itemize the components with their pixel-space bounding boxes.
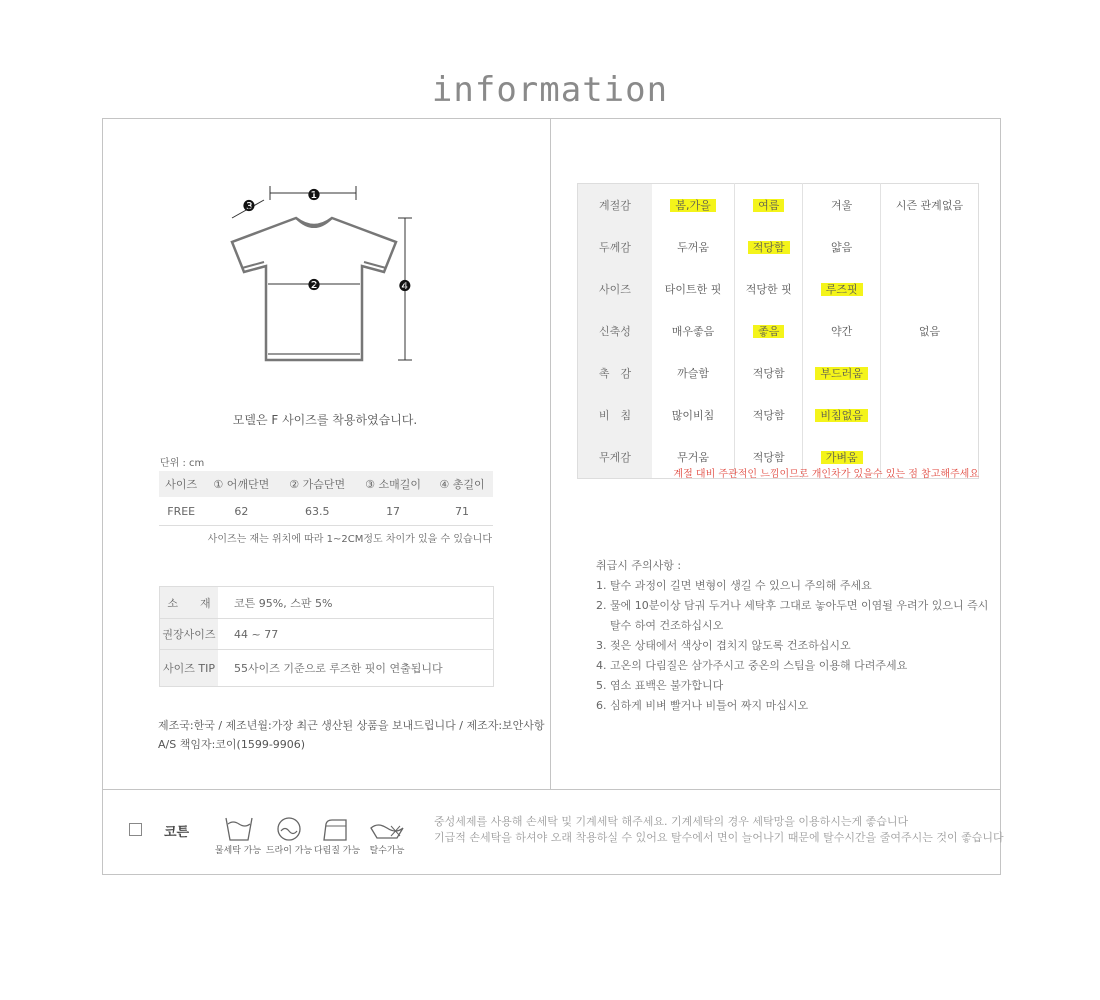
feel-value-highlighted: 가벼움 [821,451,863,464]
feel-value-highlighted: 루즈핏 [821,283,863,296]
table-row [578,310,979,352]
care-item: 4. 고온의 다림질은 삼가주시고 중온의 스팀을 이용해 다려주세요 [596,659,908,672]
feel-key: 신축성 [578,310,653,352]
feel-value: 적당한 핏 [745,283,792,296]
feel-cell [803,310,880,352]
spec-key: 권장사이즈 [160,619,219,650]
table-row [578,226,979,268]
spec-value: 44 ~ 77 [218,619,494,650]
feel-cell [735,352,803,394]
feel-cell [652,394,735,436]
size-cell: 71 [431,497,493,526]
table-row [160,587,494,619]
feel-cell [652,268,735,310]
feel-cell [652,310,735,352]
size-table [159,471,493,526]
as-contact-line: A/S 책임자:코이(1599-9906) [158,738,306,751]
feel-value: 없음 [918,325,941,338]
feel-cell [880,268,978,310]
marker-2: ❷ [307,276,321,294]
size-header: ④ 총길이 [431,471,493,497]
tshirt-size-diagram [228,180,418,370]
manufacturer-info [158,716,545,754]
feel-key: 촉 감 [578,352,653,394]
iron-icon [314,820,361,856]
feel-cell [880,184,978,227]
fabric-feel-table [577,183,979,479]
svg-text:탈수가능: 탈수가능 [369,846,405,856]
feel-value-highlighted: 부드러움 [815,367,868,380]
feel-cell [803,226,880,268]
marker-3: ❸ [242,197,256,215]
feel-cell [652,226,735,268]
feel-cell [880,352,978,394]
washing-note [434,814,1004,846]
care-instructions [596,556,988,716]
feel-value-highlighted: 좋음 [753,325,784,338]
feel-key: 두께감 [578,226,653,268]
material-checkbox[interactable] [129,823,142,836]
feel-cell [880,226,978,268]
feel-value: 적당함 [752,409,785,422]
feel-cell [735,310,803,352]
feel-key: 무게감 [578,436,653,479]
svg-text:물세탁 가능: 물세탁 가능 [214,846,262,856]
size-header: ③ 소매길이 [355,471,431,497]
feel-cell [803,394,880,436]
feel-cell [803,268,880,310]
size-header: 사이즈 [159,471,203,497]
spec-key: 사이즈 TIP [160,650,219,687]
feel-cell [803,352,880,394]
feel-cell [652,352,735,394]
feel-cell [803,184,880,227]
feel-value: 매우좋음 [671,325,715,338]
dry-clean-icon [266,818,313,856]
svg-text:다림질 가능: 다림질 가능 [313,846,361,856]
material-label: 코튼 [164,825,190,840]
wash-icons [214,814,414,858]
panel-divider [550,118,551,789]
size-table-header [159,471,493,497]
feel-value: 적당함 [752,367,785,380]
feel-value: 많이비침 [671,409,715,422]
feel-key: 계절감 [578,184,653,227]
model-size-note: 모델은 F 사이즈를 착용하였습니다. [232,413,418,427]
care-item: 2. 물에 10분이상 담궈 두거나 세탁후 그대로 놓아두면 이염될 우려가 있으니 즉시 [596,599,989,612]
feel-value: 겨울 [831,199,853,212]
feel-value-highlighted: 비침없음 [815,409,868,422]
svg-text:드라이 가능: 드라이 가능 [265,846,313,856]
marker-1: ❶ [307,186,321,204]
wring-icon [370,825,405,856]
care-item: 5. 염소 표백은 불가합니다 [596,679,724,692]
spec-key: 소 재 [160,587,219,619]
feel-disclaimer: 계절 대비 주관적인 느낌이므로 개인차가 있을수 있는 점 참고해주세요 [673,469,979,480]
hand-wash-icon [215,818,262,856]
table-row [578,352,979,394]
feel-value: 약간 [831,325,853,338]
feel-cell [735,226,803,268]
care-item: 1. 탈수 과정이 길면 변형이 생길 수 있으니 주의해 주세요 [596,579,872,592]
feel-value: 타이트한 핏 [664,283,722,296]
table-row [578,394,979,436]
care-item: 6. 심하게 비벼 빨거나 비틀어 짜지 마십시오 [596,699,809,712]
feel-value-highlighted: 봄,가을 [670,199,715,212]
table-row [578,184,979,227]
manufacturer-line: 제조국:한국 / 제조년월:가장 최근 생산된 상품을 보내드립니다 / 제조자:보안사항 [158,719,545,732]
table-row [159,497,493,526]
size-cell: FREE [159,497,203,526]
size-cell: 62 [203,497,279,526]
feel-value: 두꺼움 [677,241,709,254]
care-item: 탈수 하여 건조하십시오 [610,619,724,632]
feel-key: 사이즈 [578,268,653,310]
size-cell: 17 [355,497,431,526]
size-cell: 63.5 [279,497,355,526]
feel-cell [652,184,735,227]
feel-cell [880,310,978,352]
spec-table [159,586,494,687]
care-title: 취급시 주의사항 : [596,559,682,572]
care-item: 3. 젖은 상태에서 색상이 겹치지 않도록 건조하십시오 [596,639,851,652]
washing-note-line: 중성세제를 사용해 손세탁 및 기계세탁 해주세요. 기계세탁의 경우 세탁망을 이용하시는게 좋습니다 [434,815,909,828]
size-header: ① 어깨단면 [203,471,279,497]
marker-4: ❹ [398,277,412,295]
washing-note-line: 기급적 손세탁을 하셔야 오래 착용하실 수 있어요 탈수에서 면이 늘어나기 때문에 탈수시간을 줄여주시는 것이 좋습니다 [434,831,1004,844]
feel-value: 까슬함 [677,367,709,380]
feel-value-highlighted: 적당함 [748,241,790,254]
table-row [578,268,979,310]
table-row [160,619,494,650]
unit-label: 단위 : cm [160,458,205,469]
table-row [160,650,494,687]
feel-value: 시즌 관계없음 [895,199,964,212]
feel-cell [735,268,803,310]
feel-key: 비 침 [578,394,653,436]
feel-cell [735,184,803,227]
feel-value: 얇음 [831,241,853,254]
size-header: ② 가슴단면 [279,471,355,497]
spec-value: 55사이즈 기준으로 루즈한 핏이 연출됩니다 [234,662,443,675]
feel-value-highlighted: 여름 [753,199,784,212]
page-title: information [431,70,669,110]
feel-cell [735,394,803,436]
size-variance-note: 사이즈는 재는 위치에 따라 1~2CM정도 차이가 있을 수 있습니다 [207,534,492,545]
feel-value: 적당함 [752,451,785,464]
feel-value: 무거움 [677,451,709,464]
spec-value: 코튼 95%, 스판 5% [218,587,494,619]
feel-cell [880,394,978,436]
